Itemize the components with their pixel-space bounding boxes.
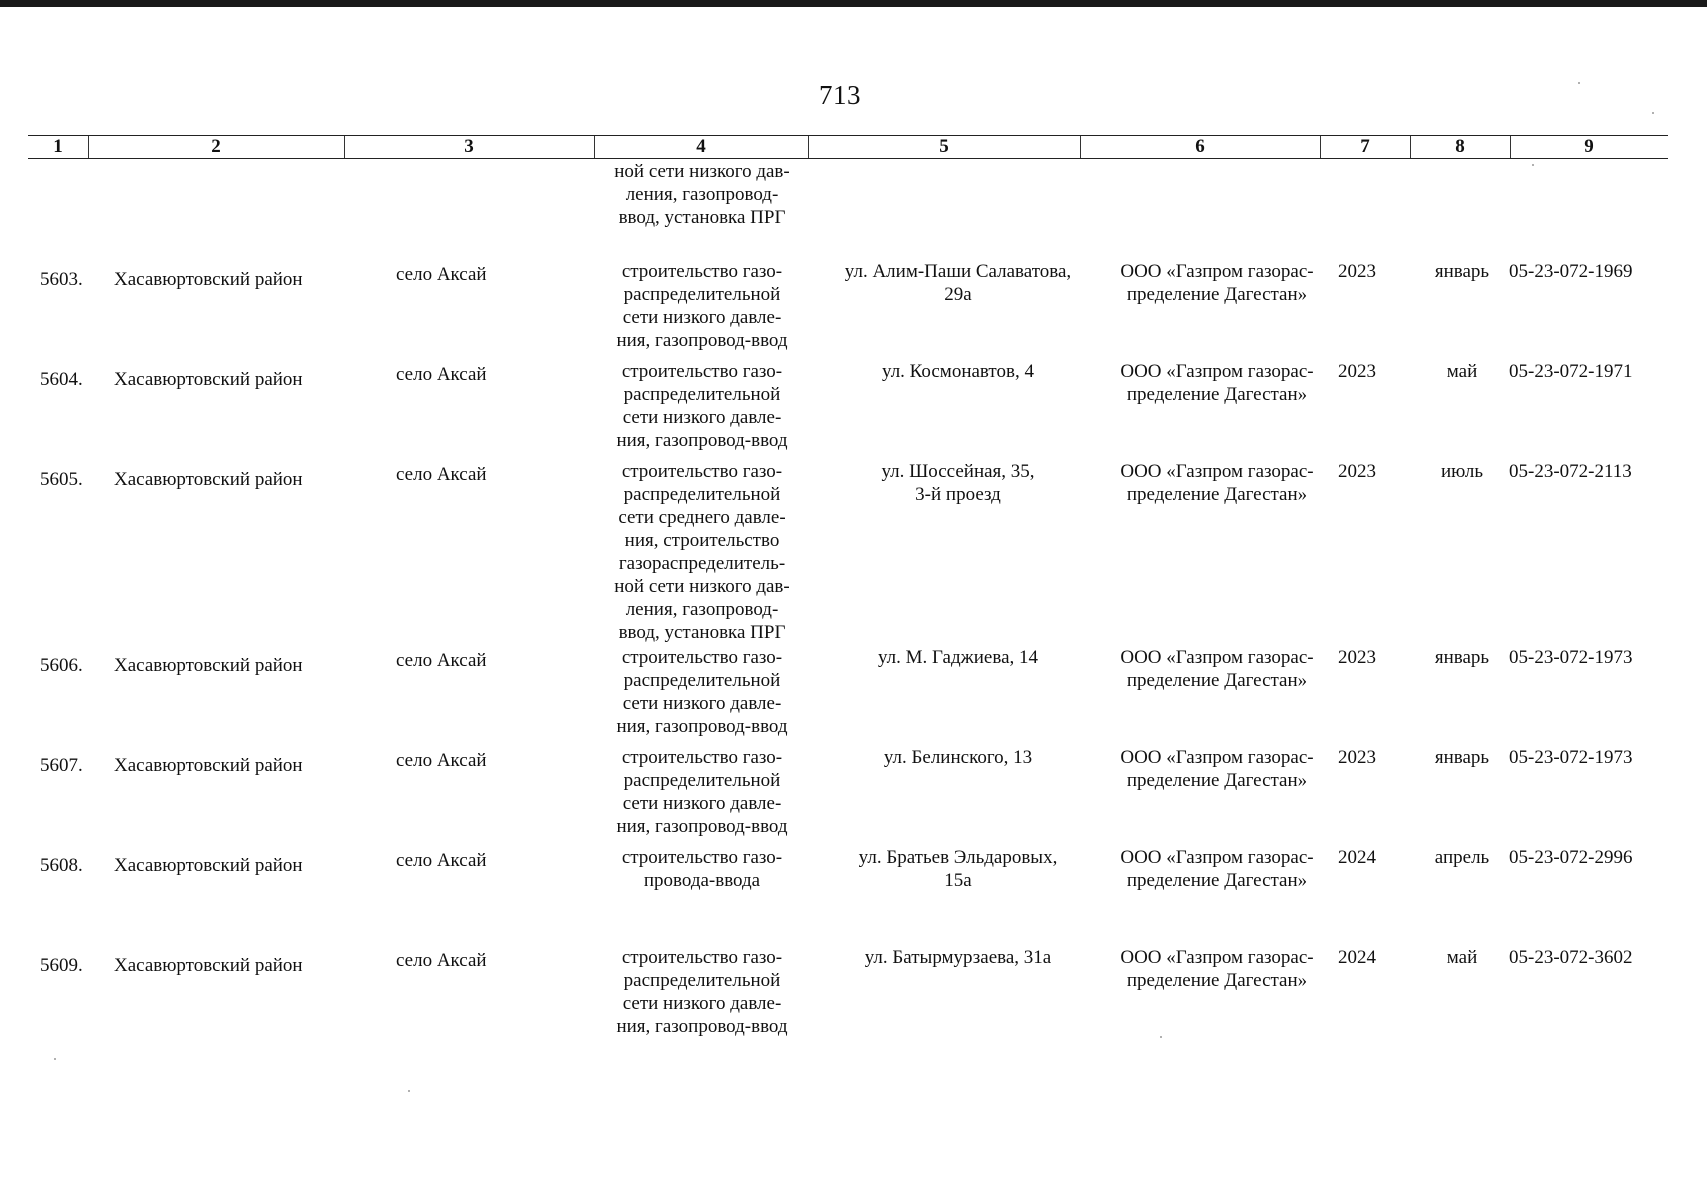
registry-code: 05-23-072-1973: [1509, 747, 1633, 768]
address: ул. Алим-Паши Салаватова, 29а: [844, 261, 1072, 305]
entry-number: 5608.: [40, 855, 83, 876]
address: ул. Космонавтов, 4: [882, 361, 1034, 382]
column-header-8: 8: [1455, 136, 1465, 157]
district-name: Хасавюртовский район: [114, 369, 303, 390]
table-header: [28, 135, 1668, 159]
registry-code: 05-23-072-1973: [1509, 647, 1633, 668]
settlement-name: село Аксай: [396, 950, 487, 971]
entry-number: 5605.: [40, 469, 83, 490]
year: 2023: [1338, 747, 1376, 768]
work-description: строительство газо- провода-ввода: [621, 847, 783, 891]
column-header-6: 6: [1195, 136, 1205, 157]
year: 2024: [1338, 847, 1376, 868]
registry-code: 05-23-072-1969: [1509, 261, 1633, 282]
column-header-4: 4: [696, 136, 706, 157]
work-description: ной сети низкого дав- ления, газопровод- ввод, установка ПРГ: [614, 161, 790, 228]
month: январь: [1434, 747, 1490, 768]
scan-speck: [54, 1058, 56, 1060]
district-name: Хасавюртовский район: [114, 655, 303, 676]
column-header-5: 5: [939, 136, 949, 157]
work-description: строительство газо- распределительной сети низкого давле- ния, газопровод-ввод: [616, 261, 788, 351]
address: ул. М. Гаджиева, 14: [877, 647, 1039, 668]
work-description: строительство газо- распределительной сети среднего давле- ния, строительство газораспределитель- ной сети низкого дав- ления, газопровод- ввод, установка ПРГ: [614, 461, 790, 643]
column-header-3: 3: [464, 136, 474, 157]
year: 2023: [1338, 647, 1376, 668]
organization: ООО «Газпром газорас- пределение Дагестан»: [1120, 461, 1314, 505]
month: май: [1446, 361, 1478, 382]
entry-number: 5609.: [40, 955, 83, 976]
month: январь: [1434, 261, 1490, 282]
work-description: строительство газо- распределительной сети низкого давле- ния, газопровод-ввод: [616, 361, 788, 451]
month: июль: [1440, 461, 1484, 482]
organization: ООО «Газпром газорас- пределение Дагестан»: [1120, 261, 1314, 305]
district-name: Хасавюртовский район: [114, 855, 303, 876]
work-description: строительство газо- распределительной сети низкого давле- ния, газопровод-ввод: [616, 947, 788, 1037]
registry-code: 05-23-072-3602: [1509, 947, 1633, 968]
entry-number: 5603.: [40, 269, 83, 290]
organization: ООО «Газпром газорас- пределение Дагестан»: [1120, 847, 1314, 891]
organization: ООО «Газпром газорас- пределение Дагестан»: [1120, 947, 1314, 991]
year: 2023: [1338, 361, 1376, 382]
organization: ООО «Газпром газорас- пределение Дагестан»: [1120, 747, 1314, 791]
registry-code: 05-23-072-2113: [1509, 461, 1632, 482]
entry-number: 5606.: [40, 655, 83, 676]
column-header-9: 9: [1584, 136, 1594, 157]
settlement-name: село Аксай: [396, 464, 487, 485]
scan-top-border: [0, 0, 1707, 7]
scan-speck: [1160, 1036, 1162, 1038]
district-name: Хасавюртовский район: [114, 469, 303, 490]
district-name: Хасавюртовский район: [114, 755, 303, 776]
settlement-name: село Аксай: [396, 364, 487, 385]
work-description: строительство газо- распределительной сети низкого давле- ния, газопровод-ввод: [616, 747, 788, 837]
scan-speck: [1652, 112, 1654, 114]
scan-speck: [1578, 82, 1580, 84]
address: ул. Шоссейная, 35, 3-й проезд: [881, 461, 1035, 505]
year: 2023: [1338, 261, 1376, 282]
address: ул. Белинского, 13: [883, 747, 1033, 768]
organization: ООО «Газпром газорас- пределение Дагестан»: [1120, 647, 1314, 691]
address: ул. Батырмурзаева, 31а: [864, 947, 1052, 968]
registry-code: 05-23-072-1971: [1509, 361, 1633, 382]
registry-code: 05-23-072-2996: [1509, 847, 1633, 868]
column-header-1: 1: [53, 136, 63, 157]
month: январь: [1434, 647, 1490, 668]
address: ул. Братьев Эльдаровых, 15а: [858, 847, 1058, 891]
year: 2023: [1338, 461, 1376, 482]
page-number: 713: [819, 80, 861, 110]
district-name: Хасавюртовский район: [114, 955, 303, 976]
organization: ООО «Газпром газорас- пределение Дагестан»: [1120, 361, 1314, 405]
work-description: строительство газо- распределительной сети низкого давле- ния, газопровод-ввод: [616, 647, 788, 737]
settlement-name: село Аксай: [396, 850, 487, 871]
entry-number: 5604.: [40, 369, 83, 390]
month: апрель: [1434, 847, 1490, 868]
month: май: [1446, 947, 1478, 968]
district-name: Хасавюртовский район: [114, 269, 303, 290]
column-header-7: 7: [1360, 136, 1370, 157]
settlement-name: село Аксай: [396, 650, 487, 671]
scan-speck: [408, 1090, 410, 1092]
scan-speck: [1532, 164, 1534, 166]
year: 2024: [1338, 947, 1376, 968]
entry-number: 5607.: [40, 755, 83, 776]
column-header-2: 2: [211, 136, 221, 157]
settlement-name: село Аксай: [396, 750, 487, 771]
settlement-name: село Аксай: [396, 264, 487, 285]
